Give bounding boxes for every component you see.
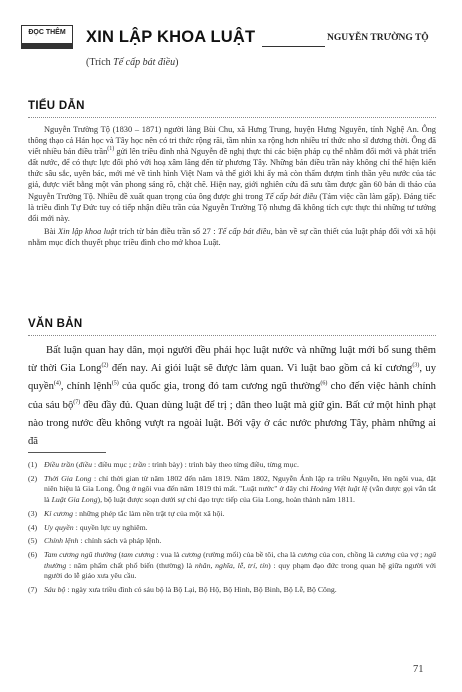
- page-number: 71: [413, 664, 424, 675]
- footnote-text: [44, 523, 436, 534]
- footnote-number: (3): [28, 508, 38, 518]
- footnote-text-run: : trình bày) : trình bày theo từng điều, từng mục.: [146, 460, 299, 469]
- footnote-text-run: ) : quy phạm đạo đức trong quan hệ giữa người với người do lễ giáo xưa yêu cầu.: [44, 560, 436, 581]
- footnote-text-run: Sáu bộ: [44, 585, 66, 595]
- footnote-text-run: điều: [78, 460, 93, 469]
- footnote-item: [28, 550, 436, 582]
- footnote-text: [44, 585, 436, 596]
- footnote-item: [28, 474, 436, 506]
- intro-paragraph-1: Nguyễn Trường Tộ (1830 – 1871) người làng Bùi Chu, xã Hưng Trung, huyện Hưng Nguyên, tỉnh Nghệ An. Ông thông thạo cả Hán học và Tây học nên có tri thức rộng rãi, tầm nhìn xa rộng hơn nhiều trí thức nho sĩ đương thời. Ông đã viết nhiều bản điều trần$^{(1)}$ gửi lên triều đình nhà Nguyễn đề nghị thực thi các biện pháp cụ thể nhằm đổi mới và phát triển đất nước, để có thực lực đối phó với hoạ xâm lăng đến từ phương Tây. Những bản điều trần này không chỉ thể hiện kiến thức sâu sắc, uyên bác, mới mẻ về tình hình Việt Nam và thế giới khi ấy mà còn thấm đượm tình thần yêu nước của tác giả, được viết bằng một văn phong sáng rõ, chặt chẽ. Hiện nay, giới nghiên cứu đã sưu tầm được gần 60 bản di thảo của Nguyễn Trường Tộ. Nhiều đề xuất quan trọng của ông được ghi trong Tế cấp bát điều (Tám việc cần làm gấp). Đáng tiếc là triều đình Tự Đức tuy có tiếp nhận điều trần của Nguyễn Trường Tộ nhưng đã không tích cực thực thi những tư tưởng đổi mới này.: [28, 125, 436, 223]
- footnote-text-run: Luật Gia Long: [51, 494, 98, 504]
- text-heading-rule: [28, 335, 436, 336]
- footnote-text-run: (rường mối) của bề tôi, cha là: [201, 550, 298, 560]
- text-heading: VĂN BẢN: [28, 318, 83, 330]
- intro-heading: TIỂU DẪN: [28, 100, 85, 112]
- footnote-text-run: Kỉ cương: [44, 508, 73, 518]
- footnote-text: [44, 460, 436, 471]
- footnote-number: (6): [28, 550, 38, 560]
- footnote-text-run: : chính sách và pháp lệnh.: [78, 536, 162, 546]
- intro-paragraph-2: Bài Xin lập khoa luật trích từ bản điều trần số 27 : Tế cấp bát điều, bàn về sự cần thiết của luật pháp đối với xã hội nhằm mục đích thuyết phục triều đình cho mở khoa Luật.: [28, 226, 437, 247]
- footnote-number: (7): [28, 585, 38, 595]
- footnote-text-run: Hoàng Việt luật lệ: [310, 484, 368, 494]
- footnote-text-run: : năm phẩm chất phổ biến (thường) là: [66, 560, 195, 570]
- footnote-text-run: của con, chồng là: [317, 550, 376, 560]
- intro-heading-rule: [28, 117, 436, 118]
- footnote-number: (4): [28, 522, 38, 532]
- footnote-number: (5): [28, 536, 38, 546]
- main-paragraph: Bất luận quan hay dân, mọi người đều phải học luật nước và những luật mới bổ sung thêm từ thời Gia Long$^{(2)}$ đến nay. Ai giỏi luật sẽ được làm quan. Vì luật bao gồm cả kỉ cương$^{(3)}$, uy quyền$^{(4)}$, chính lệnh$^{(5)}$ của quốc gia, trong đó tam cương ngũ thường$^{(6)}$ cho đến việc hành chính của sáu bộ$^{(7)}$ đều đầy đủ. Quan dùng luật để trị ; dân theo luật mà giữ gìn. Bất cứ một hình phạt nào trong nước đều không vượt ra ngoài luật. Bởi vậy ở các nước phương Tây, phàm những ai đã: [28, 345, 437, 448]
- footnote-text-run: cương: [375, 550, 396, 560]
- footnote-text-run: (vẫn được gọi vắn tắt là: [44, 484, 436, 504]
- footnote-text-run: (: [74, 460, 79, 469]
- footnote-text-run: của vợ ;: [395, 550, 425, 560]
- footnote-text: [44, 474, 436, 506]
- footnote-text-run: : vua là: [154, 550, 182, 560]
- footnote-text-run: (: [116, 550, 122, 560]
- footnote-text-run: : điều mục ;: [92, 460, 134, 469]
- footnote-item: [28, 509, 436, 520]
- lesson-title: XIN LẬP KHOA LUẬT: [86, 28, 256, 46]
- footnote-text-run: tam cương: [121, 550, 155, 560]
- author-name: NGUYỄN TRƯỜNG TỘ: [327, 33, 429, 43]
- footnote-text-run: ngũ thường: [44, 550, 436, 570]
- footnotes: [28, 460, 436, 599]
- main-text: [28, 342, 436, 451]
- footnote-item: [28, 460, 436, 471]
- footnote-rule: [28, 452, 106, 453]
- footnote-number: (2): [28, 473, 38, 483]
- footnote-text-run: : chỉ thời gian từ năm 1802 đến năm 1819. Năm 1802, Nguyễn Ánh lập ra triều Nguyễn, lên ngôi vua, đặt niên hiệu là Gia Long. Ông ở ngôi vua đến năm 1819 thì mất. "Luật nước" ở đây chỉ: [44, 473, 437, 494]
- footnote-text-run: : quyền lực uy nghiêm.: [73, 522, 148, 532]
- footnote-text-run: : ngày xưa triều đình có sáu bộ là Bộ Lại, Bộ Hộ, Bộ Hình, Bộ Binh, Bộ Lễ, Bộ Công.: [65, 585, 337, 595]
- footnote-text-run: Uy quyền: [44, 522, 74, 532]
- footnote-text: [44, 536, 436, 547]
- footnote-number: (1): [28, 460, 38, 469]
- title-rule: [262, 46, 325, 47]
- footnote-text-run: Chính lệnh: [44, 536, 79, 546]
- footnote-text-run: cương: [181, 550, 202, 560]
- reading-tag-bar: [21, 43, 73, 49]
- footnote-text-run: cương: [297, 550, 318, 560]
- footnote-item: [28, 536, 436, 547]
- footnote-text-run: nhân, nghĩa, lễ, trí, tín: [194, 560, 269, 570]
- footnote-text-run: Thời Gia Long: [44, 473, 92, 483]
- footnote-text-run: : những phép tắc làm nền trật tự của một xã hội.: [73, 508, 225, 518]
- footnote-text-run: Tam cương ngũ thường: [44, 550, 117, 560]
- footnote-text-run: ), bộ luật được soạn dưới sự chỉ đạo trực tiếp của Gia Long, hoàn thành năm 1811.: [97, 494, 355, 504]
- reading-tag: ĐỌC THÊM: [21, 25, 73, 49]
- intro-text: [28, 124, 436, 248]
- footnote-text-run: Điều trần: [44, 460, 75, 469]
- footnote-text: [44, 550, 436, 582]
- footnote-item: [28, 523, 436, 534]
- footnote-item: [28, 585, 436, 596]
- footnote-text: [44, 509, 436, 520]
- footnote-text-run: trần: [133, 460, 147, 469]
- lesson-subtitle: (Trích Tế cấp bát điều): [86, 57, 179, 68]
